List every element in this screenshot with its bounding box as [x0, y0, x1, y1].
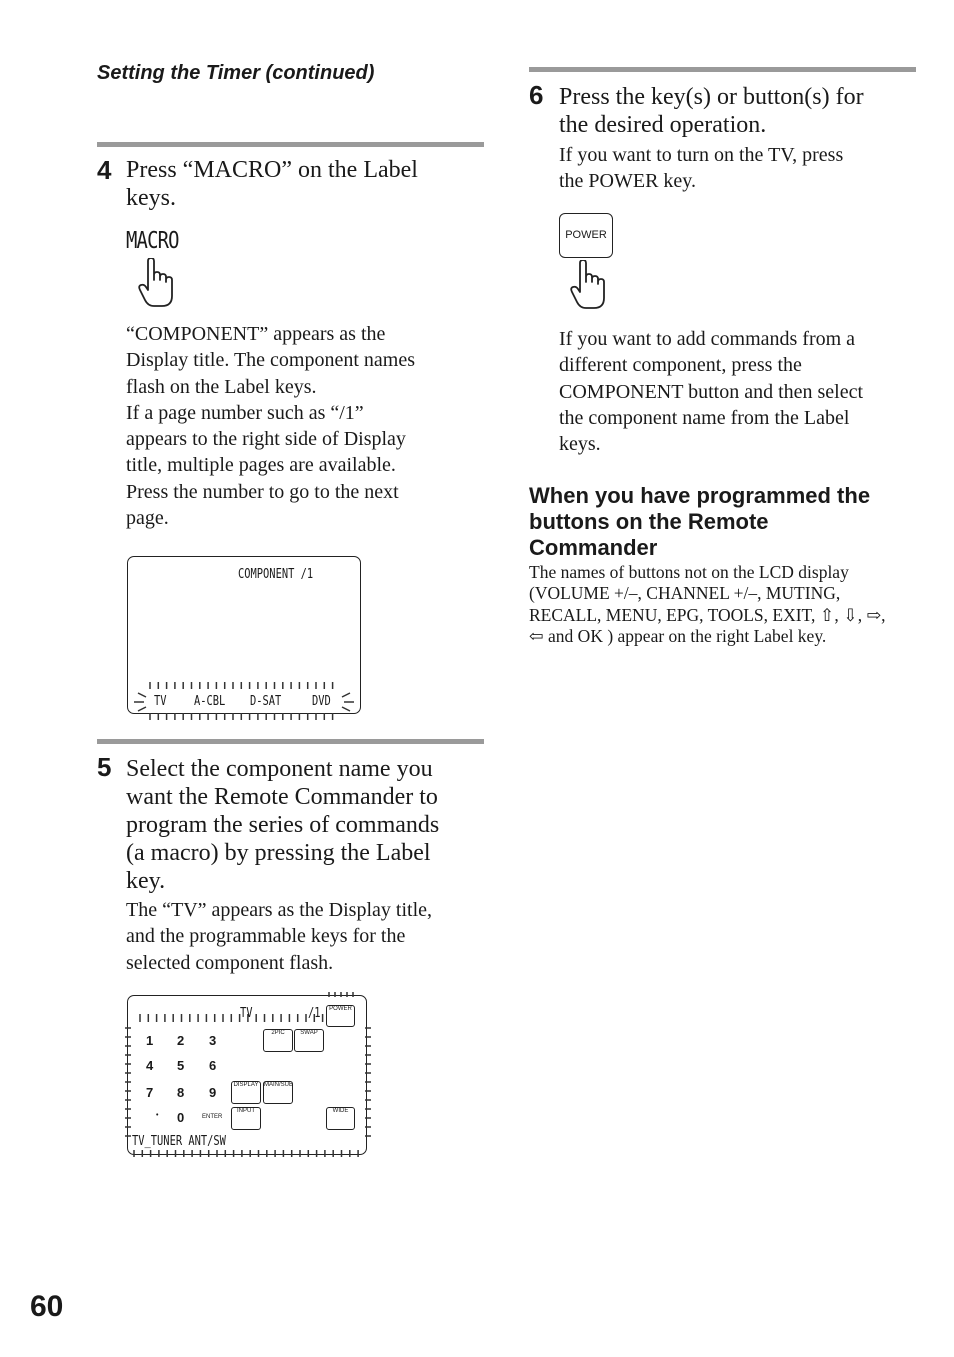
lcd-title: TV	[240, 1006, 253, 1021]
label-key-a-cbl[interactable]: A-CBL	[194, 694, 226, 709]
enter-key[interactable]: ENTER	[202, 1114, 223, 1120]
step5-heading: Select the component name you want the Remote Commander to program the series of commands (a macro) by pressing the Label key.	[126, 756, 440, 894]
flash-tick	[342, 693, 350, 697]
step5-body: The “TV” appears as the Display title, and the programmable keys for the selected component flash.	[126, 899, 432, 974]
step6-number: 6	[529, 80, 544, 110]
label-key-tv[interactable]: TV	[154, 694, 167, 709]
lcd-tv-screen	[127, 995, 367, 1155]
flash-tick	[342, 707, 350, 711]
step6-rule	[529, 67, 916, 72]
note-text: The names of buttons not on the LCD display (VOLUME +/–, CHANNEL +/–, MUTING, RECALL, MENU, EPG, TOOLS, EXIT, ⇧, ⇩, ⇨, ⇦ and OK ) appear on the right Label key.	[529, 562, 886, 646]
step6-heading: Press the key(s) or button(s) for the desired operation.	[559, 84, 864, 138]
pressing-hand-icon	[570, 260, 610, 312]
step5-number: 5	[97, 752, 112, 782]
flash-tick	[138, 707, 146, 711]
label-key-dvd[interactable]: DVD	[312, 694, 331, 709]
digit-key-5[interactable]: 5	[177, 1058, 185, 1073]
step5-rule	[97, 739, 484, 744]
lcd-title: COMPONENT /1	[238, 567, 314, 582]
pressing-hand-icon	[138, 258, 178, 310]
digit-key-2[interactable]: 2	[177, 1033, 185, 1048]
digit-key-6[interactable]: 6	[209, 1058, 217, 1073]
digit-key-0[interactable]: 0	[177, 1110, 185, 1125]
lcd-component-screen	[127, 556, 361, 714]
digit-key-9[interactable]: 9	[209, 1085, 217, 1100]
wide-key[interactable]: WIDE	[326, 1107, 355, 1130]
display-key[interactable]: DISPLAY	[231, 1081, 261, 1104]
digit-key-7[interactable]: 7	[146, 1085, 154, 1100]
lcd-bottom-label: TV_TUNER ANT/SW	[132, 1134, 226, 1149]
note-title: When you have programmed the buttons on the Remote Commander	[529, 483, 871, 560]
digit-key-1[interactable]: 1	[146, 1033, 154, 1048]
digit-key-8[interactable]: 8	[177, 1085, 185, 1100]
page-number: 60	[30, 1290, 64, 1323]
input-key[interactable]: INPUT	[231, 1107, 261, 1130]
macro-key-label: MACRO	[126, 228, 179, 254]
running-header: Setting the Timer (continued)	[97, 62, 375, 84]
digit-key-4[interactable]: 4	[146, 1058, 154, 1073]
flash-tick	[138, 693, 146, 697]
power-key-illustration: POWER	[559, 213, 613, 258]
dot-key[interactable]: •	[156, 1112, 159, 1119]
step6-body-1: If you want to turn on the TV, press the POWER key.	[559, 144, 844, 193]
main-sub-key[interactable]: MAIN/SUB	[263, 1081, 293, 1104]
power-key[interactable]: POWER	[326, 1005, 355, 1027]
swap-key[interactable]: SWAP	[294, 1029, 324, 1052]
step4-heading: Press “MACRO” on the Label keys.	[126, 157, 418, 211]
step4-number: 4	[97, 155, 112, 185]
digit-key-3[interactable]: 3	[209, 1033, 217, 1048]
pip-key[interactable]: 2PIC	[263, 1029, 293, 1052]
step4-rule	[97, 142, 484, 147]
step4-body: “COMPONENT” appears as the Display title. The component names flash on the Label keys. If a page number such as “/1” appears to the right side of Display title, multiple pages are available. Press the number to go to the next page.	[126, 323, 416, 530]
lcd-page-number: /1	[308, 1006, 321, 1021]
step6-body-2: If you want to add commands from a different component, press the COMPONENT button and then select the component name from the Label keys.	[559, 328, 864, 456]
label-key-d-sat[interactable]: D-SAT	[250, 694, 282, 709]
